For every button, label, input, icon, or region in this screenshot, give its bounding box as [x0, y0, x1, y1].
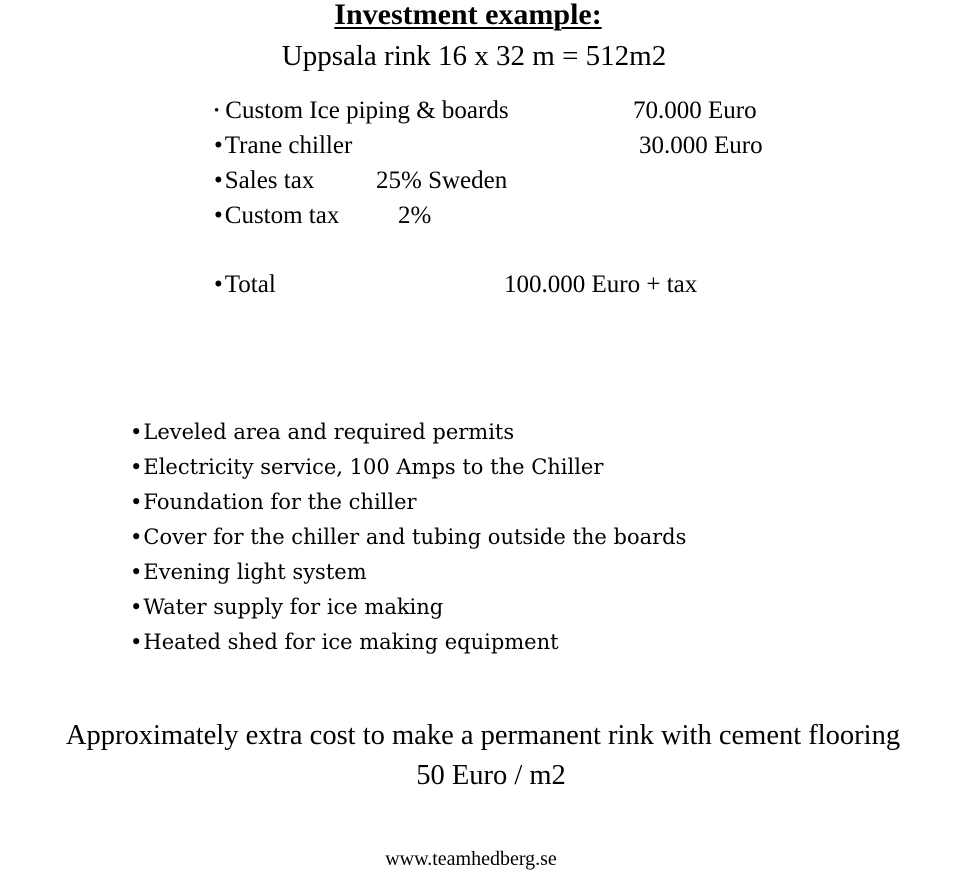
page-title	[0, 0, 936, 30]
summary-price: 50 Euro / m2	[416, 760, 566, 791]
total-label: Total	[224, 271, 276, 298]
list-item: • Water supply for ice making	[130, 590, 686, 625]
bullet: •	[214, 202, 223, 229]
requirements-list	[130, 415, 686, 660]
cost-item-custom-tax	[214, 203, 339, 228]
cost-amount-ice-piping: 70.000 Euro	[633, 97, 757, 124]
cost-label: Sales tax	[224, 167, 315, 194]
page-subtitle: Uppsala rink 16 x 32 m = 512m2	[281, 40, 667, 72]
list-item: • Heated shed for ice making equipment	[130, 625, 686, 660]
bullet: •	[214, 132, 223, 159]
total-row	[214, 272, 276, 297]
cost-label: Custom tax	[224, 202, 340, 229]
list-item: • Foundation for the chiller	[130, 485, 686, 520]
list-item: • Cover for the chiller and tubing outside the boards	[130, 520, 686, 555]
list-item: • Electricity service, 100 Amps to the Chiller	[130, 450, 686, 485]
cost-item-ice-piping	[214, 98, 509, 123]
sales-tax-detail: 25% Sweden	[376, 167, 508, 194]
list-item: • Leveled area and required permits	[130, 415, 686, 450]
cost-label: Custom Ice piping & boards	[225, 97, 509, 124]
cost-amount-chiller: 30.000 Euro	[639, 132, 763, 159]
summary-text: Approximately extra cost to make a permanent rink with cement flooring	[65, 720, 901, 751]
page-title-text: Investment example:	[334, 0, 602, 31]
cost-item-chiller	[214, 133, 352, 158]
bullet: •	[214, 271, 223, 298]
bullet: •	[214, 103, 220, 119]
bullet: •	[214, 167, 223, 194]
custom-tax-detail: 2%	[398, 202, 432, 229]
list-item: • Evening light system	[130, 555, 686, 590]
cost-label: Trane chiller	[224, 132, 353, 159]
total-amount: 100.000 Euro + tax	[504, 271, 698, 298]
cost-item-sales-tax	[214, 168, 314, 193]
footer-url: www.teamhedberg.se	[385, 848, 557, 870]
